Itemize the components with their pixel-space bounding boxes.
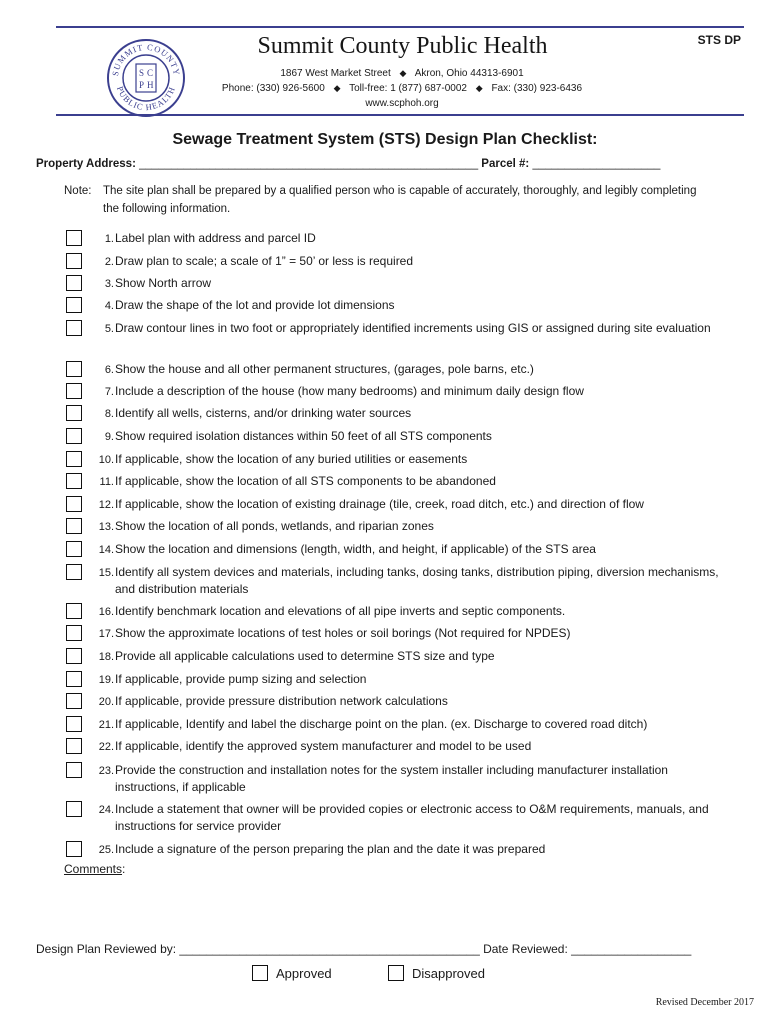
checklist-item-number: 9. (104, 431, 114, 443)
checklist-checkbox[interactable] (66, 762, 82, 778)
comments-label-text: Comments (64, 862, 123, 876)
checklist-item-number: 5. (104, 323, 114, 335)
svg-text:P: P (139, 80, 145, 90)
checklist-item-text: Draw the shape of the lot and provide lot dimensions (115, 298, 395, 312)
diamond-separator-icon: ◆ (333, 83, 341, 93)
checklist-checkbox[interactable] (66, 541, 82, 557)
property-address-field[interactable]: _____________________________________________________ (139, 158, 479, 170)
checklist-checkbox[interactable] (66, 716, 82, 732)
checklist-item-text: Include a signature of the person preparing the plan and the date it was prepared (115, 842, 546, 856)
checklist-item-text: If applicable, provide pressure distribution network calculations (115, 694, 448, 708)
checklist-item-text: Identify benchmark location and elevations of all pipe inverts and septic components. (115, 604, 566, 618)
checklist-item-text: Show the approximate locations of test holes or soil borings (Not required for NPDES) (115, 626, 571, 640)
checklist-item-number: 23. (98, 765, 114, 777)
checklist-item-number: 3. (104, 278, 114, 290)
disapproved-checkbox[interactable] (388, 965, 404, 981)
checklist-checkbox[interactable] (66, 496, 82, 512)
checklist-item-text: Identify all wells, cisterns, and/or drinking water sources (115, 406, 412, 420)
reviewed-by-label: Design Plan Reviewed by: (36, 942, 177, 956)
checklist-item-number: 4. (104, 300, 114, 312)
diamond-separator-icon: ◆ (399, 68, 407, 78)
checklist-item-number: 8. (104, 408, 114, 420)
checklist-item-number: 18. (98, 651, 114, 663)
checklist-item-text: Provide all applicable calculations used to determine STS size and type (115, 649, 495, 663)
checklist-checkbox[interactable] (66, 361, 82, 377)
fax: Fax: (330) 923-6436 (491, 83, 583, 94)
checklist-item-number: 12. (98, 499, 114, 511)
parcel-field[interactable]: ____________________ (532, 158, 661, 170)
reviewed-by-field[interactable]: _____________________________________________ (179, 942, 480, 956)
checklist-item-text: Include a description of the house (how many bedrooms) and minimum daily design flow (115, 384, 584, 398)
date-reviewed-label: Date Reviewed: (483, 942, 568, 956)
checklist-item-number: 6. (104, 364, 114, 376)
checklist-item-text: Include a statement that owner will be provided copies or electronic access to O&M requirements, manuals, and instructions for service provider (115, 802, 709, 833)
checklist-checkbox[interactable] (66, 451, 82, 467)
checklist-checkbox[interactable] (66, 405, 82, 421)
checklist-item-text: If applicable, provide pump sizing and selection (115, 672, 367, 686)
checklist-checkbox[interactable] (66, 320, 82, 336)
svg-text:PUBLIC HEALTH: PUBLIC HEALTH (114, 84, 178, 113)
note-text: The site plan shall be prepared by a qualified person who is capable of accurately, thoroughly, and legibly completing the following information. (103, 185, 697, 215)
parcel-label: Parcel #: (481, 158, 530, 170)
checklist-item-number: 11. (99, 476, 114, 488)
address-street: 1867 West Market Street (280, 68, 391, 79)
checklist-item-text: If applicable, Identify and label the discharge point on the plan. (ex. Discharge to covered road ditch) (115, 717, 648, 731)
disapproved-label: Disapproved (412, 966, 485, 981)
checklist-item-text: If applicable, identify the approved system manufacturer and model to be used (115, 739, 532, 753)
checklist-item-text: Show required isolation distances within 50 feet of all STS components (115, 429, 492, 443)
contact-line (160, 81, 644, 96)
checklist-item-number: 2. (104, 256, 114, 268)
checklist-item-number: 10. (98, 454, 114, 466)
disapproved-option[interactable] (388, 965, 485, 981)
address-line (160, 66, 644, 81)
checklist-checkbox[interactable] (66, 473, 82, 489)
checklist-item-text: Label plan with address and parcel ID (115, 231, 316, 245)
checklist-item-number: 24. (98, 804, 114, 816)
checklist-item-text: Provide the construction and installation notes for the system installer including manufacturer installation instructions, if applicable (115, 763, 668, 794)
property-address-label: Property Address: (36, 158, 136, 170)
checklist-item-text: If applicable, show the location of existing drainage (tile, creek, road ditch, etc.) and direction of flow (115, 497, 644, 511)
checklist-checkbox[interactable] (66, 671, 82, 687)
checklist-item-number: 1. (104, 233, 114, 245)
approved-checkbox[interactable] (252, 965, 268, 981)
checklist-item-text: If applicable, show the location of all STS components to be abandoned (115, 474, 496, 488)
svg-text:H: H (147, 80, 154, 90)
checklist-checkbox[interactable] (66, 428, 82, 444)
diamond-separator-icon: ◆ (475, 83, 483, 93)
checklist-checkbox[interactable] (66, 801, 82, 817)
checklist-checkbox[interactable] (66, 738, 82, 754)
property-line (36, 158, 660, 170)
checklist-item-text: Show the location and dimensions (length, width, and height, if applicable) of the STS area (115, 542, 596, 556)
checklist-item-number: 14. (98, 544, 114, 556)
header-rule-bottom (56, 114, 744, 116)
note-label: Note: (64, 185, 92, 197)
checklist-item-text: Identify all system devices and materials, including tanks, dosing tanks, distribution piping, diversion mechanisms, and distribution materials (115, 565, 719, 596)
address-city: Akron, Ohio 44313-6901 (414, 68, 524, 79)
date-reviewed-field[interactable]: __________________ (571, 942, 692, 956)
checklist-item-number: 16. (98, 606, 114, 618)
form-code: STS DP (697, 33, 741, 47)
checklist-checkbox[interactable] (66, 603, 82, 619)
checklist-item-text: Draw contour lines in two foot or appropriately identified increments using GIS or assigned during site evaluation (115, 321, 711, 335)
checklist-checkbox[interactable] (66, 564, 82, 580)
comments-colon: : (122, 862, 126, 876)
checklist-item-number: 17. (98, 628, 114, 640)
org-name: Summit County Public Health (257, 33, 548, 59)
header-rule-top (56, 26, 744, 28)
checklist-item-number: 7. (104, 386, 114, 398)
checklist-checkbox[interactable] (66, 230, 82, 246)
checklist-checkbox[interactable] (66, 275, 82, 291)
checklist-item-number: 25. (98, 844, 114, 856)
checklist-checkbox[interactable] (66, 648, 82, 664)
tollfree: Toll-free: 1 (877) 687-0002 (349, 83, 467, 94)
checklist-checkbox[interactable] (66, 518, 82, 534)
checklist-item-text: Show North arrow (115, 276, 212, 290)
checklist-item-number: 13. (98, 521, 114, 533)
phone: Phone: (330) 926-5600 (221, 83, 325, 94)
checklist-checkbox[interactable] (66, 841, 82, 857)
comments-label (64, 862, 125, 876)
approved-option[interactable] (252, 965, 332, 981)
checklist-item-number: 21. (98, 719, 114, 731)
checklist-item-number: 15. (98, 567, 114, 579)
svg-text:S: S (139, 68, 145, 78)
checklist-checkbox[interactable] (66, 253, 82, 269)
checklist-checkbox[interactable] (66, 625, 82, 641)
website: www.scphoh.org (365, 98, 439, 109)
checklist-item-text: Show the house and all other permanent structures, (garages, pole barns, etc.) (115, 362, 534, 376)
checklist-item-number: 19. (98, 674, 114, 686)
review-line (36, 942, 691, 956)
checklist-item-number: 22. (98, 741, 114, 753)
page-title: Sewage Treatment System (STS) Design Plan Checklist: (172, 131, 598, 148)
svg-text:SUMMIT COUNTY: SUMMIT COUNTY (110, 41, 183, 77)
checklist-checkbox[interactable] (66, 693, 82, 709)
checklist-checkbox[interactable] (66, 383, 82, 399)
checklist-checkbox[interactable] (66, 297, 82, 313)
revision-date: Revised December 2017 (655, 997, 754, 1008)
svg-text:C: C (147, 68, 154, 78)
checklist-item-text: If applicable, show the location of any buried utilities or easements (115, 452, 468, 466)
checklist-item-text: Show the location of all ponds, wetlands, and riparian zones (115, 519, 434, 533)
approved-label: Approved (276, 966, 332, 981)
checklist-item-text: Draw plan to scale; a scale of 1” = 50’ or less is required (115, 254, 414, 268)
checklist-item-number: 20. (98, 696, 114, 708)
